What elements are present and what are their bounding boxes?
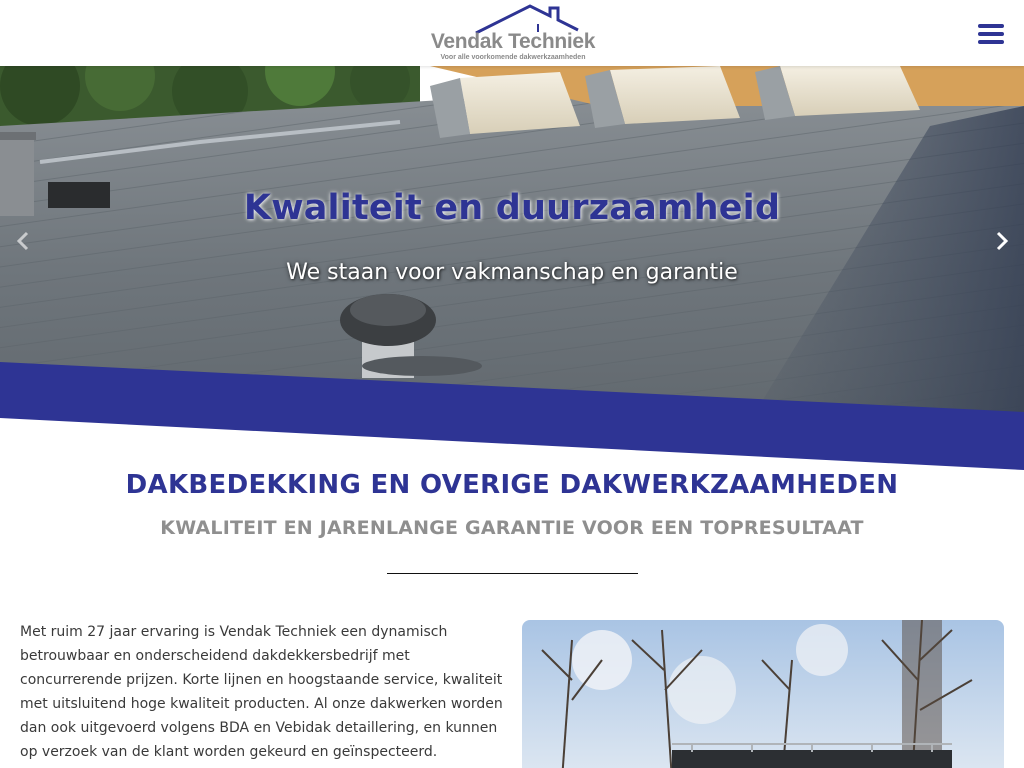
site-logo[interactable] [430,4,596,64]
chevron-right-icon[interactable] [990,229,1014,253]
menu-bar [978,32,1004,36]
hero-subtitle: We staan voor vakmanschap en garantie [286,260,738,285]
hero-title: Kwaliteit en duurzaamheid [243,188,781,228]
hamburger-menu-icon[interactable] [976,21,1006,47]
intro-van-photo [522,620,1004,768]
site-header [0,0,1024,66]
chevron-left-icon[interactable] [12,229,36,253]
intro-paragraph: Met ruim 27 jaar ervaring is Vendak Techniek een dynamisch betrouwbaar en onderscheidend dakdekkersbedrijf met concurrerende prijzen. Korte lijnen en hoogstaande service, kwaliteit met uitsluitend hoge kwaliteit producten. Al onze dakwerken worden dan ook uitgevoerd volgens BDA en Vebidak detaillering, en kunnen op verzoek van de klant worden gekeurd en geïnspecteerd. [20,624,503,760]
menu-bar [978,40,1004,44]
menu-bar [978,24,1004,28]
logo-tagline: Voor alle voorkomende dakwerkzaamheden [440,54,586,61]
hero-slider [0,66,1024,470]
section-heading: DAKBEDEKKING EN OVERIGE DAKWERKZAAMHEDEN [125,470,899,500]
section-subheading: KWALITEIT EN JARENLANGE GARANTIE VOOR EEN TOPRESULTAAT [160,517,864,539]
section-divider [387,573,638,574]
logo-name: Vendak Techniek [430,30,596,53]
